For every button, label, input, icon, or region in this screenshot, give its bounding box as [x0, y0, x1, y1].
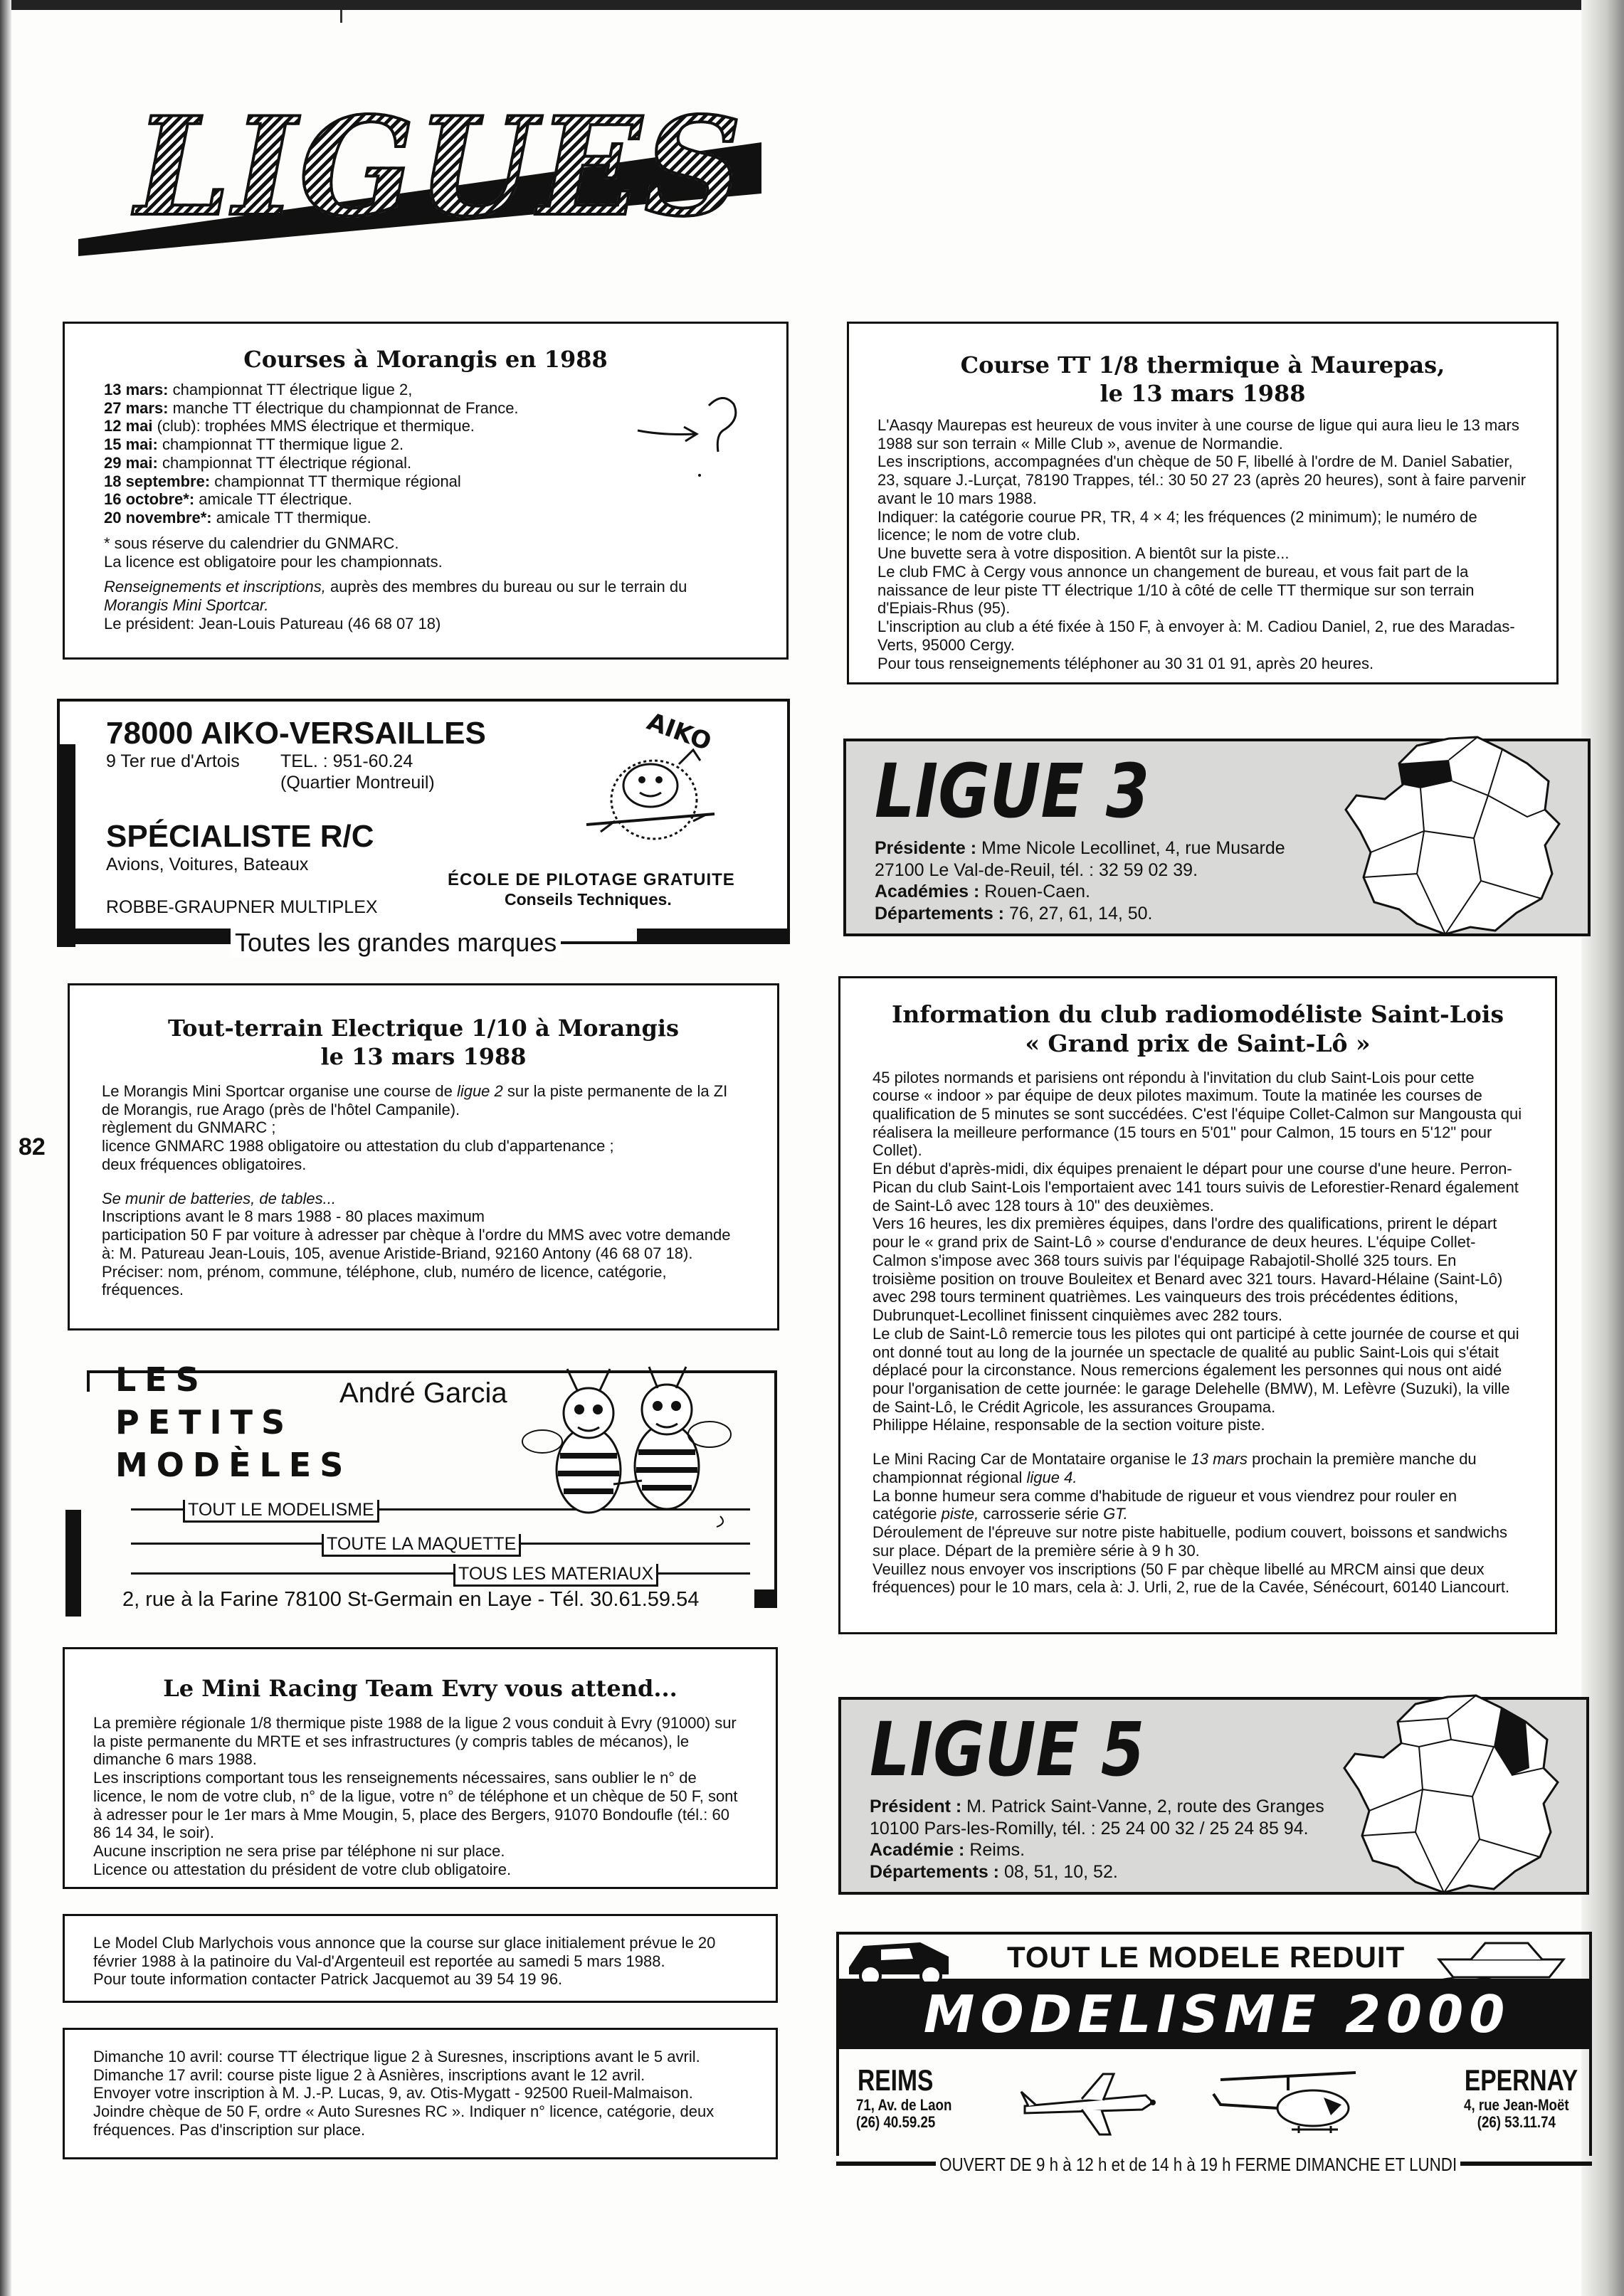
maurepas-title-line2: le 13 mars 1988 — [1100, 380, 1306, 407]
ligue5-departements-line — [870, 1861, 1324, 1883]
tt-electrique-title-line1: Tout-terrain Electrique 1/10 à Morangis — [168, 1015, 679, 1042]
date-event: manche TT électrique du championnat de France. — [168, 398, 519, 417]
print-mark — [340, 10, 342, 23]
tt-p3: licence GNMARC 1988 obligatoire ou attestation du club d'appartenance ; — [102, 1137, 614, 1155]
montataire-gt: GT. — [1103, 1505, 1128, 1523]
montataire-p2 — [872, 1487, 1523, 1523]
ligue5-departements-label: Départements : — [870, 1861, 999, 1882]
date-row — [104, 490, 747, 509]
maurepas-title-line1: Course TT 1/8 thermique à Maurepas, — [960, 351, 1445, 379]
m2000-hours: OUVERT DE 9 h à 12 h et de 14 h à 19 h FERME DIMANCHE ET LUNDI — [936, 2154, 1460, 2176]
petits-les: LES — [115, 1360, 208, 1399]
date-label: 12 mai — [104, 417, 153, 435]
ligue5-academie-line — [870, 1839, 1324, 1861]
petits-petits: PETITS — [115, 1403, 294, 1441]
ligue3-title: LIGUE 3 — [875, 748, 1150, 835]
tt-electrique-box — [68, 983, 779, 1330]
suresnes-body: Dimanche 10 avril: course TT électrique ligue 2 à Suresnes, inscriptions avant le 5 avril. Dimanche 17 avril: course piste ligue 2 à Asnières, inscriptions avant le 12 avril. Envoyer votre inscription à M. J.-P. Lucas, 9, av. Otis-Mygatt - 92500 Rueil-Malmaison. Joindre chèque de 50 F, ordre « Auto Suresnes RC ». Indiquer n° licence, catégorie, deux fréquences. Pas d'inscription sur place. — [93, 2048, 715, 2139]
ad-frame-bar — [637, 929, 790, 944]
ad-frame — [65, 1510, 81, 1617]
marly-body: Le Model Club Marlychois vous annonce que la course sur glace initialement prévue le 20 février 1988 à la patinoire du Val-d'Argenteuil est reportée au samedi 5 mars 1988. Pour toute information contacter Patrick Jacquemot au 39 54 19 96. — [93, 1934, 716, 1989]
date-event: championnat TT électrique ligue 2, — [168, 381, 413, 398]
tag-tous-les-materiaux: TOUS LES MATERIAUX — [453, 1564, 658, 1587]
montataire-p1-rest: prochain la première manche du championnat régional — [872, 1450, 1477, 1486]
evry-body: La première régionale 1/8 thermique piste 1988 de la ligue 2 vous conduit à Evry (91000) sur la piste permanente du MRTE et ses infrastructures (y compris tables de mécanos), le dimanche 6 mars 1988. Les inscriptions comportant tous les renseignements nécessaires, sans oublier le n° de licence, le nom de votre club, n° de la ligue, votre n° de téléphone et un chèque de 50 F, sont à adresser pour le 1er mars à Mme Mougin, 5, place des Bergers, 91070 Bondoufle (tél.: 60 86 14 34, le soir). Aucune inscription ne sera prise par téléphone ni sur place. Licence ou attestation du président de votre club obligatoire. — [93, 1714, 738, 1878]
note-licence: La licence est obligatoire pour les championnats. — [104, 552, 443, 571]
montataire-p1 — [872, 1450, 1523, 1486]
evry-title: Le Mini Racing Team Evry vous attend... — [163, 1675, 677, 1702]
aiko-toutes-marques: Toutes les grandes marques — [231, 928, 561, 958]
date-label: 16 octobre*: — [104, 490, 195, 509]
petits-modeles: MODÈLES — [115, 1446, 352, 1484]
aiko-tel: TEL. : 951-60.24 — [280, 751, 413, 771]
renseignements-line — [104, 578, 747, 596]
m2000-brand: MODELISME 2000 — [923, 1984, 1511, 2044]
page-number: 82 — [19, 1133, 46, 1160]
page-edge-top — [0, 0, 1624, 10]
ad-frame — [774, 1370, 777, 1602]
race-car-icon — [842, 1925, 956, 1989]
date-event: amicale TT électrique. — [194, 490, 352, 509]
aiko-ecole: ÉCOLE DE PILOTAGE GRATUITE — [448, 870, 735, 889]
m2000-top-text: TOUT LE MODELE REDUIT — [1007, 1940, 1406, 1974]
ligue5-departements-text: 08, 51, 10, 52. — [999, 1861, 1118, 1882]
ligue5-president-label: Président : — [870, 1797, 962, 1816]
date-label: 29 mai: — [104, 453, 158, 472]
maurepas-title — [877, 351, 1528, 408]
m2000-reims-phone: (26) 40.59.25 — [856, 2113, 936, 2132]
ad-frame-bar — [60, 929, 234, 944]
m2000-epernay-street: 4, rue Jean-Moët — [1464, 2096, 1569, 2114]
bees-cartoon-icon — [521, 1363, 734, 1534]
date-event: championnat TT thermique régional — [210, 472, 461, 490]
saint-lois-title-line2: « Grand prix de Saint-Lô » — [1025, 1030, 1371, 1058]
les-petits-modeles-ad — [65, 1360, 777, 1615]
helicopter-icon — [1206, 2065, 1363, 2144]
page-edge-left — [0, 0, 11, 2296]
montataire-ligue: ligue 4. — [1026, 1468, 1077, 1486]
tt-p4: deux fréquences obligatoires. — [102, 1155, 307, 1173]
ligue5-info — [870, 1796, 1324, 1883]
montataire-p3: Déroulement de l'épreuve sur notre piste habituelle, podium couvert, boissons et sandwichs sur place. Départ de la première série à 9 h 30. Veuillez nous envoyer vos inscriptions (50 F par chèque libellé au MRCM ainsi que deux fréquences) pour le 10 mars, cela à: J. Urli, 2, rue de la Cavée, Sénécourt, 60140 Liancourt. — [872, 1523, 1510, 1597]
montataire-date: 13 mars — [1191, 1450, 1248, 1469]
aiko-logo-text: AIKO — [643, 707, 715, 757]
speedboat-icon — [1435, 1927, 1571, 1984]
petits-address: 2, rue à la Farine 78100 St-Germain en Laye - Tél. 30.61.59.54 — [122, 1588, 700, 1611]
m2000-reims-address — [856, 2097, 951, 2131]
date-row — [104, 509, 747, 527]
saint-lois-title-line1: Information du club radiomodéliste Saint-Lois — [891, 1000, 1504, 1028]
ligue5-academie-label: Académie : — [870, 1840, 965, 1860]
renseignements-label: Renseignements et inscriptions, — [104, 578, 326, 596]
m2000-epernay-phone: (26) 53.11.74 — [1477, 2113, 1556, 2132]
modelisme-2000-ad — [836, 1925, 1592, 2184]
tt-p1-ligue: ligue 2 — [456, 1082, 503, 1100]
date-event: (club): trophées MMS électrique et thermique. — [152, 417, 475, 435]
sportcar-name: Morangis Mini Sportcar. — [104, 596, 269, 615]
ligue3-departements-label: Départements : — [875, 903, 1004, 924]
ligue3-academies-line — [875, 881, 1285, 903]
ad-frame-shadow — [57, 744, 75, 947]
ligue3-academies-label: Académies : — [875, 882, 980, 901]
tag-toute-la-maquette: TOUTE LA MAQUETTE — [322, 1534, 521, 1557]
m2000-epernay-address — [1464, 2097, 1569, 2131]
ligue3-president-label: Présidente : — [875, 838, 977, 858]
petits-andre-garcia: André Garcia — [339, 1377, 507, 1409]
ligue3-president-line — [875, 837, 1285, 859]
aiko-specialiste: SPÉCIALISTE R/C — [106, 819, 374, 854]
montataire-piste: piste, — [941, 1505, 979, 1523]
aiko-versailles-ad — [57, 699, 790, 957]
ligue3-info — [875, 837, 1285, 924]
date-label: 20 novembre*: — [104, 509, 212, 527]
date-event: championnat TT thermique ligue 2. — [157, 435, 404, 454]
ligue5-panel — [838, 1697, 1589, 1895]
m2000-epernay: EPERNAY — [1464, 2063, 1578, 2097]
ligue5-academie-text: Reims. — [964, 1840, 1025, 1860]
ligue5-president-text: M. Patrick Saint-Vanne, 2, route des Granges — [961, 1797, 1324, 1816]
aiko-brands: ROBBE-GRAUPNER MULTIPLEX — [106, 897, 378, 917]
renseignements-text: auprès des membres du bureau ou sur le terrain du — [325, 578, 687, 596]
date-label: 18 septembre: — [104, 472, 211, 490]
ligue3-departements-text: 76, 27, 61, 14, 50. — [1004, 903, 1153, 924]
date-label: 27 mars: — [104, 398, 169, 417]
date-label: 13 mars: — [104, 381, 169, 398]
date-event: amicale TT thermique. — [211, 509, 371, 527]
airplane-icon — [1018, 2063, 1160, 2142]
handwritten-question-mark-icon — [634, 391, 748, 477]
aiko-quartier: (Quartier Montreuil) — [280, 773, 435, 793]
club-saint-lois-box — [838, 976, 1557, 1634]
saint-lois-title — [872, 1000, 1523, 1059]
aiko-name: 78000 AIKO-VERSAILLES — [106, 716, 486, 751]
france-map-ligue5 — [1330, 1690, 1579, 1896]
mini-racing-team-evry-box — [63, 1647, 778, 1889]
model-club-marlychois-box — [63, 1914, 778, 2003]
ligue5-address-line: 10100 Pars-les-Romilly, tél. : 25 24 00 32 / 25 24 85 94. — [870, 1818, 1309, 1839]
masthead-title: LIGUES — [135, 88, 745, 246]
ligue5-president-line — [870, 1796, 1324, 1818]
ligue3-departements-line — [875, 903, 1285, 925]
tt-p8: Préciser: nom, prénom, commune, téléphone, club, numéro de licence, catégorie, fréquences. — [102, 1262, 667, 1299]
note-reserve: * sous réserve du calendrier du GNMARC. — [104, 534, 399, 552]
masthead — [71, 88, 769, 263]
tt-p1 — [102, 1082, 745, 1118]
morangis-dates-title: Courses à Morangis en 1988 — [243, 346, 608, 373]
tt-electrique-title — [102, 1014, 745, 1071]
tt-p7: participation 50 F par voiture à adresser par chèque à l'ordre du MMS avec votre demande à: M. Patureau Jean-Louis, 105, avenue Aristide-Briand, 92160 Antony (46 68 07 18). — [102, 1226, 731, 1262]
aiko-address: 9 Ter rue d'Artois — [106, 751, 240, 771]
tag-tout-le-modelisme: TOUT LE MODELISME — [183, 1500, 379, 1523]
m2000-reims: REIMS — [858, 2063, 934, 2097]
aiko-mascot-logo — [572, 707, 750, 867]
montataire-p1-text: Le Mini Racing Car de Montataire organise le — [872, 1450, 1191, 1469]
tt-p2: règlement du GNMARC ; — [102, 1118, 276, 1137]
tt-p5: Se munir de batteries, de tables... — [102, 1189, 336, 1207]
montataire-p2-text: La bonne humeur sera comme d'habitude de rigueur et vous viendrez pour rouler en catégorie — [872, 1486, 1457, 1523]
ad-frame-bar — [754, 1589, 777, 1608]
aiko-conseils: Conseils Techniques. — [505, 890, 672, 909]
montataire-p2-rest: carrosserie série — [979, 1505, 1104, 1523]
ligue3-president-text: Mme Nicole Lecollinet, 4, rue Musarde — [976, 838, 1285, 858]
morangis-dates-box — [63, 322, 789, 660]
tt-p1-rest: sur la piste permanente de la ZI de Morangis, rue Arago (près de l'hôtel Campanile). — [102, 1082, 728, 1118]
suresnes-asnieres-box — [63, 2028, 778, 2159]
tt-p1-text: Le Morangis Mini Sportcar organise une course de — [102, 1082, 457, 1100]
president-line: Le président: Jean-Louis Patureau (46 68 07 18) — [104, 614, 441, 633]
aiko-avions: Avions, Voitures, Bateaux — [106, 855, 309, 874]
ad-frame — [87, 1370, 90, 1392]
ligue5-title: LIGUE 5 — [870, 1706, 1145, 1793]
tt-electrique-title-line2: le 13 mars 1988 — [320, 1043, 527, 1070]
m2000-reims-street: 71, Av. de Laon — [856, 2096, 952, 2114]
ligue3-academies-text: Rouen-Caen. — [979, 882, 1090, 901]
france-map-ligue3 — [1332, 731, 1581, 938]
maurepas-box — [847, 322, 1559, 684]
ligue3-address-line: 27100 Le Val-de-Reuil, tél. : 32 59 02 39. — [875, 859, 1198, 880]
ligue3-panel — [843, 739, 1591, 936]
date-event: championnat TT électrique régional. — [157, 453, 412, 472]
tt-p6: Inscriptions avant le 8 mars 1988 - 80 places maximum — [102, 1207, 485, 1226]
date-label: 15 mai: — [104, 435, 158, 454]
maurepas-body: L'Aasqy Maurepas est heureux de vous inviter à une course de ligue qui aura lieu le 13 mars 1988 sur son terrain « Mille Club », avenue de Normandie. Les inscriptions, accompagnées d'un chèque de 50 F, libellé à l'ordre de M. Daniel Sabatier, 23, square J.-Lurçat, 78190 Trappes, tél.: 30 50 27 23 (après 20 heures), sont à faire parvenir avant le 10 mars 1988. Indiquer: la catégorie courue PR, TR, 4 × 4; les fréquences (2 minimum); le numéro de licence; le nom de votre club. Une buvette sera à votre disposition. A bientôt sur la piste... Le club FMC à Cergy vous annonce un changement de bureau, et vous fait part de la naissance de leur piste TT électrique 1/10 à côté de celle TT thermique sur son terrain d'Epiais-Rhus (95). L'inscription au club a été fixée à 150 F, à envoyer à: M. Cadiou Daniel, 2, rue des Maradas-Verts, 95000 Cergy. Pour tous renseignements téléphoner au 30 31 01 91, après 20 heures. — [877, 416, 1527, 672]
saint-lois-body: 45 pilotes normands et parisiens ont répondu à l'invitation du club Saint-Lois pour cette course « indoor » par équipe de deux pilotes maximum. Toute la matinée les courses de qualification de 5 minutes se sont succédées. C'est l'équipe Collet-Calmon sur Mangousta qui réalisera la meilleure performance (15 tours en 5'01" pour Calmon, 15 tours en 5'12" pour Collet). En début d'après-midi, dix équipes prenaient le départ pour une course d'une heure. Perron-Pican du club Saint-Lois l'emportaient avec 141 tours suivis de Leforestier-Renard également de Saint-Lô avec 128 tours à 10" des deuxièmes. Vers 16 heures, les dix premières équipes, dans l'ordre des qualifications, prirent le départ pour le « grand prix de Saint-Lô » course d'endurance de deux heures. L'équipe Collet-Calmon s'impose avec 368 tours suivis par l'équipage Rabajotil-Shollé 325 tours. En troisième position on trouve Bouleitex et Benard avec 321 tours. Havard-Hélaine (Saint-Lô) avec 298 tours terminent quatrièmes. Les vainqueurs des trois précédentes éditions, Dubrunquet-Lecollinet finissent cinquièmes avec 282 tours. Le club de Saint-Lô remercie tous les pilotes qui ont participé à cette journée de course et qui ont donné tout au long de la journée un spectacle de qualité au public Saint-Lois qui s'était déplacé pour la circonstance. Nous remercions également les personnes qui nous ont aidé pour l'organisation de cette journée: le garage Delehelle (BMW), M. Lefèvre (Suzuki), la ville de Saint-Lô, le Crédit Agricole, les assurances Groupama. Philippe Hélaine, responsable de la section voiture piste. — [872, 1068, 1522, 1434]
